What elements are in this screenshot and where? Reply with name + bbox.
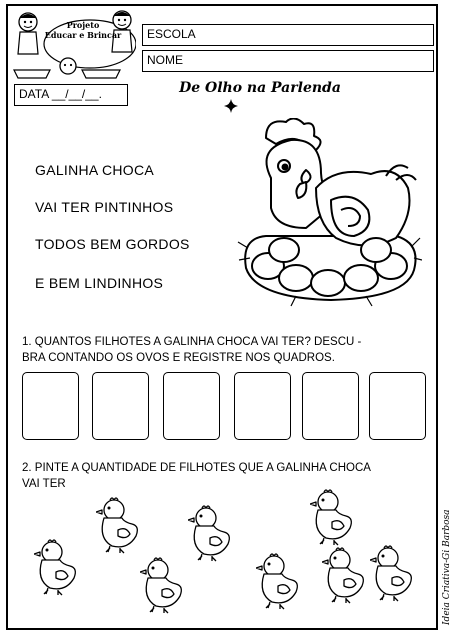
answer-box[interactable]: [92, 372, 149, 440]
name-label: NOME: [147, 53, 183, 67]
answer-boxes: [22, 372, 427, 442]
chick-illustration[interactable]: [322, 546, 368, 604]
chick-illustration[interactable]: [96, 496, 142, 554]
author-credit: [428, 487, 452, 627]
date-label: DATA __/__/__.: [19, 87, 102, 101]
answer-box[interactable]: [302, 372, 359, 440]
logo-line-1: Projeto: [66, 20, 100, 30]
verse-line-4: E BEM LINDINHOS: [35, 275, 164, 291]
verse-line-1: GALINHA CHOCA: [35, 162, 155, 178]
date-field[interactable]: [14, 84, 128, 106]
project-logo: [10, 8, 136, 80]
logo-text: [40, 20, 126, 40]
verse-line-2: VAI TER PINTINHOS: [35, 199, 174, 215]
question-2-line-1: 2. PINTE A QUANTIDADE DE FILHOTES QUE A GALINHA CHOCA: [22, 462, 371, 474]
school-field[interactable]: [142, 24, 434, 46]
question-2: [22, 460, 432, 492]
chick-illustration[interactable]: [34, 538, 80, 596]
brooding-hen-illustration: [236, 118, 422, 308]
question-1-line-1: 1. QUANTOS FILHOTES A GALINHA CHOCA VAI TER? DESCU -: [22, 336, 362, 348]
answer-box[interactable]: [22, 372, 79, 440]
chick-illustration[interactable]: [310, 488, 356, 546]
school-label: ESCOLA: [147, 27, 196, 41]
chick-illustration[interactable]: [256, 552, 302, 610]
answer-box[interactable]: [163, 372, 220, 440]
answer-box[interactable]: [369, 372, 426, 440]
name-field[interactable]: [142, 50, 434, 72]
logo-line-2: Educar e Brincar: [44, 30, 122, 40]
chick-illustration[interactable]: [370, 544, 416, 602]
verse-line-3: TODOS BEM GORDOS: [35, 236, 190, 252]
question-2-line-2: VAI TER: [22, 478, 66, 490]
question-1: [22, 334, 432, 366]
worksheet-title: De Olho na Parlenda: [179, 80, 341, 96]
chick-illustration[interactable]: [188, 504, 234, 562]
answer-box[interactable]: [234, 372, 291, 440]
question-1-line-2: BRA CONTANDO OS OVOS E REGISTRE NOS QUADROS.: [22, 352, 335, 364]
diamond-ornament-icon: [224, 99, 238, 113]
author-credit-text: Ideia Criativa-Gi Barbosa: [442, 509, 452, 625]
chick-illustration[interactable]: [140, 556, 186, 614]
